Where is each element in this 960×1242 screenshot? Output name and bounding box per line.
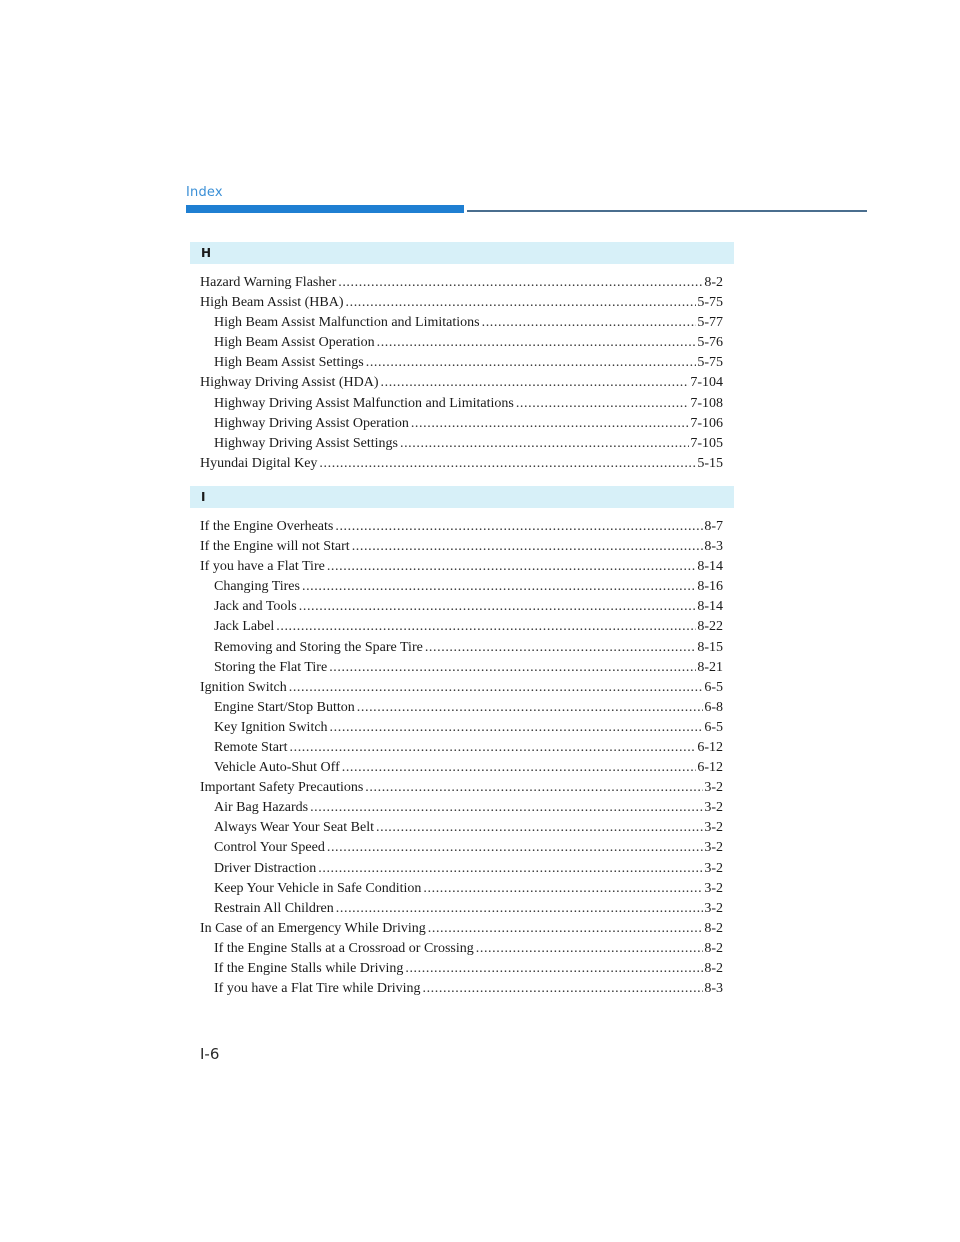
- index-entry[interactable]: [190, 293, 734, 313]
- index-subentry[interactable]: [190, 698, 734, 718]
- leader-dots: [357, 698, 704, 718]
- leader-dots: [400, 434, 689, 454]
- entry-label: Engine Start/Stop Button: [214, 699, 355, 715]
- entry-page: 3-2: [704, 840, 723, 856]
- entry-page: 6-12: [697, 760, 723, 776]
- entry-label: Highway Driving Assist Settings: [214, 435, 398, 451]
- index-entry[interactable]: [190, 373, 734, 393]
- entry-label: Control Your Speed: [214, 840, 325, 856]
- leader-dots: [482, 313, 697, 333]
- leader-dots: [289, 678, 704, 698]
- leader-dots: [335, 517, 703, 537]
- section-header-h: H: [190, 242, 734, 264]
- entry-label: Key Ignition Switch: [214, 719, 328, 735]
- entry-page: 8-14: [697, 559, 723, 575]
- entry-page: 5-77: [697, 315, 723, 331]
- leader-dots: [346, 293, 697, 313]
- entry-label: Remote Start: [214, 739, 288, 755]
- entry-page: 8-15: [697, 639, 723, 655]
- entry-label: High Beam Assist Settings: [214, 355, 364, 371]
- section-h-entries: [190, 273, 734, 474]
- leader-dots: [377, 333, 697, 353]
- index-subentry[interactable]: [190, 899, 734, 919]
- leader-dots: [276, 617, 696, 637]
- leader-dots: [342, 758, 697, 778]
- index-subentry[interactable]: [190, 617, 734, 637]
- entry-label: Ignition Switch: [200, 679, 287, 695]
- entry-label: If you have a Flat Tire: [200, 559, 325, 575]
- entry-page: 8-2: [704, 275, 723, 290]
- entry-label: If the Engine will not Start: [200, 539, 350, 555]
- entry-label: Hyundai Digital Key: [200, 455, 318, 471]
- header-rule-thick: [186, 205, 464, 213]
- entry-label: Restrain All Children: [214, 900, 334, 916]
- leader-dots: [336, 899, 704, 919]
- leader-dots: [302, 577, 696, 597]
- index-body: [190, 242, 734, 999]
- entry-label: High Beam Assist Malfunction and Limitations: [214, 315, 480, 331]
- entry-label: Always Wear Your Seat Belt: [214, 820, 374, 836]
- leader-dots: [299, 597, 697, 617]
- entry-label: High Beam Assist (HBA): [200, 295, 344, 311]
- entry-page: 8-3: [704, 539, 723, 555]
- entry-page: 3-2: [704, 780, 723, 796]
- index-subentry[interactable]: [190, 738, 734, 758]
- leader-dots: [290, 738, 697, 758]
- index-subentry[interactable]: [190, 939, 734, 959]
- leader-dots: [422, 979, 703, 999]
- entry-page: 3-2: [704, 820, 723, 836]
- entry-page: 3-2: [704, 860, 723, 876]
- leader-dots: [338, 273, 703, 293]
- entry-page: 3-2: [704, 800, 723, 816]
- entry-label: Changing Tires: [214, 579, 300, 595]
- entry-page: 8-21: [697, 659, 723, 675]
- entry-page: 6-12: [697, 739, 723, 755]
- entry-page: 7-106: [690, 415, 723, 431]
- entry-page: 6-5: [704, 679, 723, 695]
- entry-label: High Beam Assist Operation: [214, 335, 375, 351]
- entry-label: Driver Distraction: [214, 860, 317, 876]
- leader-dots: [318, 859, 703, 879]
- leader-dots: [319, 454, 696, 474]
- entry-page: 6-5: [704, 719, 723, 735]
- section-i-entries: [190, 517, 734, 999]
- leader-dots: [411, 414, 690, 434]
- entry-label: Air Bag Hazards: [214, 800, 309, 816]
- entry-page: 8-2: [704, 920, 723, 936]
- leader-dots: [428, 919, 704, 939]
- entry-label: If the Engine Overheats: [200, 518, 334, 534]
- entry-page: 8-2: [704, 940, 723, 956]
- index-entry[interactable]: [190, 678, 734, 698]
- index-subentry[interactable]: [190, 818, 734, 838]
- leader-dots: [376, 818, 703, 838]
- page-header-title: Index: [186, 185, 223, 200]
- index-subentry[interactable]: [190, 414, 734, 434]
- leader-dots: [352, 537, 704, 557]
- entry-label: Storing the Flat Tire: [214, 659, 328, 675]
- leader-dots: [310, 798, 703, 818]
- entry-page: 5-75: [697, 295, 723, 311]
- leader-dots: [476, 939, 704, 959]
- index-subentry[interactable]: [190, 959, 734, 979]
- entry-page: 5-75: [697, 355, 723, 371]
- index-subentry[interactable]: [190, 798, 734, 818]
- section-header-i: I: [190, 486, 734, 508]
- leader-dots: [330, 718, 704, 738]
- entry-label: Highway Driving Assist Operation: [214, 415, 409, 431]
- index-subentry[interactable]: [190, 859, 734, 879]
- entry-page: 8-7: [704, 518, 723, 534]
- leader-dots: [425, 638, 697, 658]
- entry-page: 8-14: [697, 599, 723, 615]
- entry-label: Jack and Tools: [214, 599, 297, 615]
- page-number: I-6: [200, 1045, 220, 1063]
- entry-page: 5-15: [697, 455, 723, 471]
- index-subentry[interactable]: [190, 718, 734, 738]
- entry-label: Highway Driving Assist Malfunction and Limitations: [214, 395, 514, 411]
- entry-label: Highway Driving Assist (HDA): [200, 375, 379, 391]
- entry-page: 8-22: [697, 619, 723, 635]
- index-entry[interactable]: [190, 454, 734, 474]
- index-entry[interactable]: [190, 919, 734, 939]
- index-entry[interactable]: [190, 273, 734, 293]
- leader-dots: [381, 373, 690, 393]
- entry-label: Removing and Storing the Spare Tire: [214, 639, 423, 655]
- index-entry[interactable]: [190, 557, 734, 577]
- index-subentry[interactable]: [190, 758, 734, 778]
- index-subentry[interactable]: [190, 658, 734, 678]
- entry-label: If the Engine Stalls while Driving: [214, 961, 404, 976]
- index-subentry[interactable]: [190, 313, 734, 333]
- index-entry[interactable]: [190, 537, 734, 557]
- index-subentry[interactable]: [190, 333, 734, 353]
- index-subentry[interactable]: [190, 577, 734, 597]
- entry-page: 3-2: [704, 900, 723, 916]
- entry-page: 7-104: [690, 375, 723, 391]
- index-entry[interactable]: [190, 778, 734, 798]
- leader-dots: [327, 557, 697, 577]
- entry-label: Hazard Warning Flasher: [200, 275, 337, 290]
- entry-page: 5-76: [697, 335, 723, 351]
- entry-label: Keep Your Vehicle in Safe Condition: [214, 880, 422, 896]
- index-subentry[interactable]: [190, 394, 734, 414]
- entry-page: 8-16: [697, 579, 723, 595]
- entry-label: If you have a Flat Tire while Driving: [214, 981, 421, 997]
- leader-dots: [327, 838, 703, 858]
- entry-page: 7-108: [690, 395, 723, 411]
- entry-page: 8-3: [704, 981, 723, 997]
- index-subentry[interactable]: [190, 879, 734, 899]
- index-entry[interactable]: [190, 517, 734, 537]
- index-subentry[interactable]: [190, 638, 734, 658]
- entry-label: In Case of an Emergency While Driving: [200, 920, 426, 936]
- entry-page: 8-2: [704, 961, 723, 976]
- leader-dots: [423, 879, 703, 899]
- entry-label: Vehicle Auto-Shut Off: [214, 760, 340, 776]
- index-subentry[interactable]: [190, 838, 734, 858]
- index-subentry[interactable]: [190, 353, 734, 373]
- index-subentry[interactable]: [190, 434, 734, 454]
- leader-dots: [365, 778, 703, 798]
- index-subentry[interactable]: [190, 597, 734, 617]
- leader-dots: [516, 394, 690, 414]
- leader-dots: [329, 658, 696, 678]
- leader-dots: [405, 959, 703, 979]
- entry-page: 6-8: [704, 699, 723, 715]
- entry-label: If the Engine Stalls at a Crossroad or Crossing: [214, 940, 474, 956]
- entry-page: 3-2: [704, 880, 723, 896]
- header-rule-thin: [467, 210, 867, 212]
- entry-label: Jack Label: [214, 619, 275, 635]
- leader-dots: [366, 353, 697, 373]
- entry-label: Important Safety Precautions: [200, 780, 364, 796]
- index-subentry[interactable]: [190, 979, 734, 999]
- entry-page: 7-105: [690, 435, 723, 451]
